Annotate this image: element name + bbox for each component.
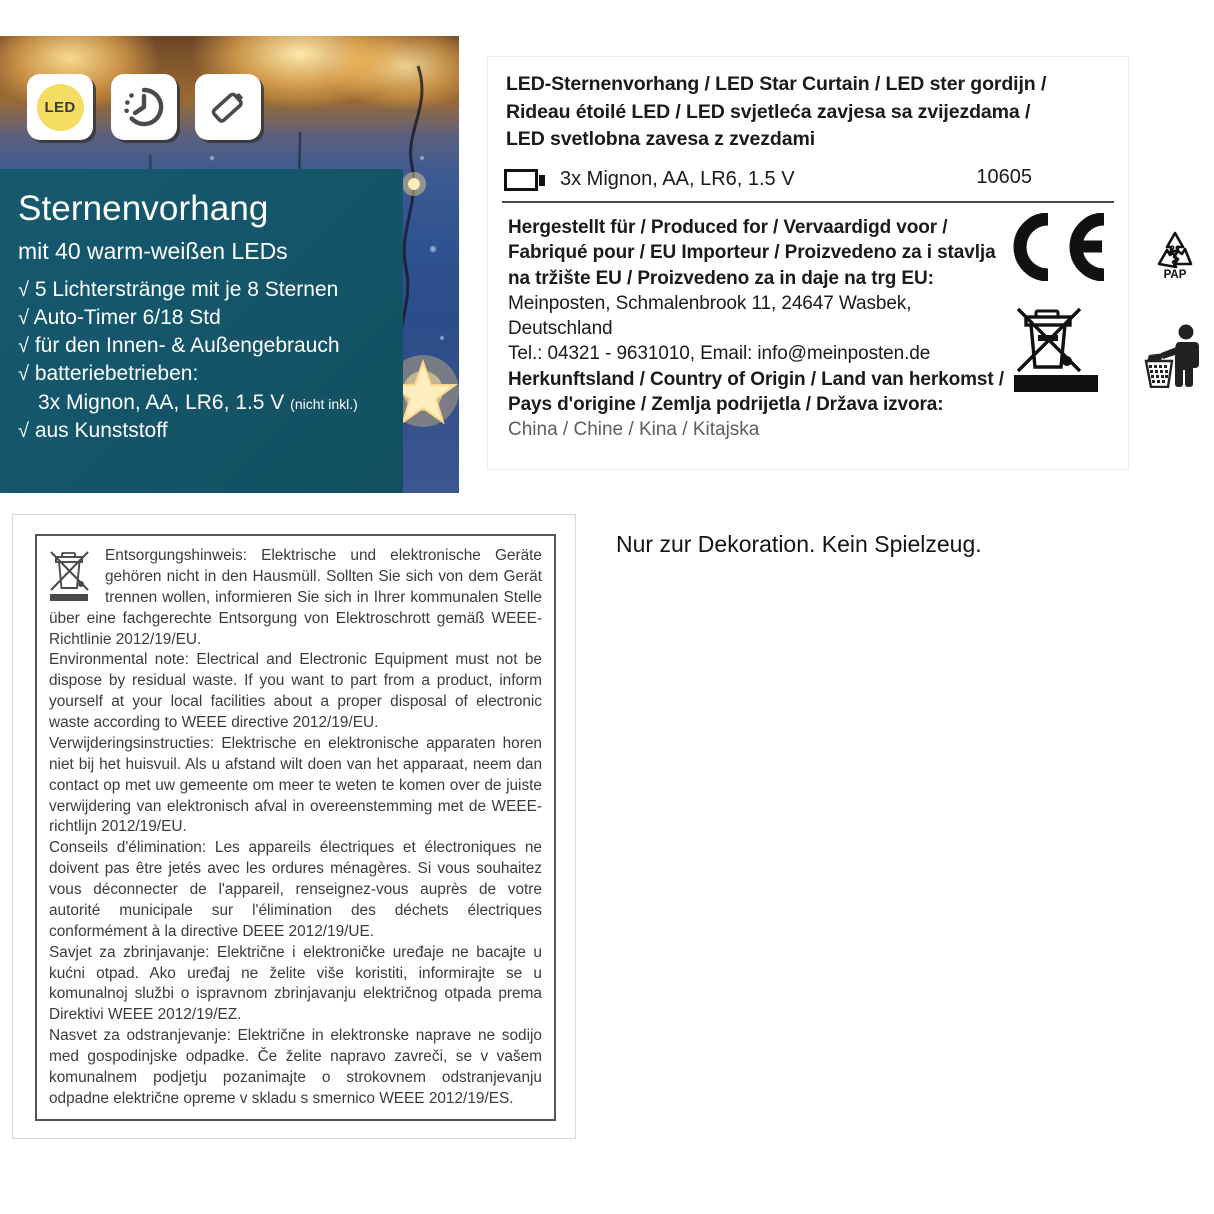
weee-bin-icon-small [49, 550, 95, 606]
battery-spec-row [488, 160, 1128, 201]
disposal-paragraph-fr: Conseils d'élimination: Les appareils électriques et électroniques ne doivent pas être jetés avec les ordures ménagères. Si vous souhaitez vous déconnecter de l'appareil, renseignez-vous auprès de votre autorité municipale sur l'élimination des déchets électriques conformément à la directive DEEE 2012/19/UE. [49, 839, 542, 940]
feature-item [18, 276, 385, 304]
origin-value: China / Chine / Kina / Kitajska [508, 419, 760, 441]
label-title-line: Rideau étoilé LED / LED svjetleća zavjesa sa zvijezdama / [506, 100, 1031, 123]
battery-icon [205, 84, 251, 130]
battery-badge [195, 74, 261, 140]
disposal-paragraph-en: Environmental note: Electrical and Electronic Equipment must not be dispose by residual waste. If you want to part from a product, inform yourself at your local facilities about a proper disposal of electronic waste according to WEEE directive 2012/19/EU. [49, 651, 542, 731]
product-label-panel [487, 56, 1129, 470]
check-icon: √ [18, 335, 29, 358]
battery-detail-text: 3x Mignon, AA, LR6, 1.5 V [38, 390, 285, 414]
battery-icon [504, 169, 546, 191]
feature-item [18, 332, 385, 360]
label-title-line: LED-Sternenvorhang / LED Star Curtain / LED ster gordijn / [506, 73, 1047, 95]
manufacturer-address-line: Meinposten, Schmalenbrook 11, 24647 Wasbek, [508, 292, 912, 314]
disposal-notice-outer [12, 514, 576, 1139]
disposal-paragraph-sl: Nasvet za odstranjevanje: Električne in elektronske naprave ne sodijo med gospodinjske odpadke. Če želite napravo zavreči, se v vašem komunalnem podjetju pozanimajte o strokovnem odstranjevanju odpadne električne opreme v skladu s smernico WEEE 2012/19/ES. [49, 1027, 542, 1107]
ce-mark-icon [1004, 213, 1110, 281]
disposal-notice-box [35, 534, 556, 1121]
weee-crossed-bin-small-icon [49, 550, 95, 606]
tidy-man-icon [1143, 322, 1205, 388]
feature-label: Auto-Timer 6/18 Std [33, 306, 221, 330]
label-title-block [488, 57, 1128, 160]
weee-crossed-bin-icon [1014, 305, 1098, 377]
origin-heading-line: Pays d'origine / Zemlja podrijetla / Država izvora: [508, 393, 944, 415]
manufacturer-heading-line: Hergestellt für / Produced for / Vervaardigd voor / [508, 217, 948, 239]
battery-detail-line [18, 389, 385, 417]
check-icon: √ [18, 363, 29, 386]
feature-label: für den Innen- & Außengebrauch [34, 334, 340, 358]
product-title: Sternenvorhang [18, 189, 269, 228]
decoration-notice: Nur zur Dekoration. Kein Spielzeug. [616, 531, 982, 557]
product-photo [0, 36, 459, 493]
feature-item [18, 417, 385, 445]
check-icon: √ [18, 307, 29, 330]
manufacturer-contact-line: Tel.: 04321 - 9631010, Email: info@meinposten.de [508, 343, 931, 365]
disposal-paragraph-de: Entsorgungshinweis: Elektrische und elektronische Geräte gehören nicht in den Hausmüll. Sollten Sie sich von dem Gerät trennen wollen, informieren Sie sich in Ihrer kommunalen Stelle über eine fachgerechte Entsorgung von Elektroschrott gemäß WEEE-Richtlinie 2012/19/EU. [49, 547, 542, 648]
glow-node-small [402, 172, 426, 196]
origin-heading-line: Herkunftsland / Country of Origin / Land van herkomst / [508, 368, 1004, 390]
disposal-paragraph-nl: Verwijderingsinstructies: Elektrische en elektronische apparaten horen niet bij het huisvuil. Als u afstand wilt doen van het apparaat, neem dan contact op met uw gemeente om meer te weten te komen over de juiste verwijdering van elektronisch afval in overeenstemming met de WEEE-richtlijn 2012/19/EU. [49, 734, 542, 836]
check-icon: √ [18, 419, 29, 442]
disposal-paragraph-hr: Savjet za zbrinjavanje: Električne i elektroničke uređaje ne bacajte u kućni otpad. Ako uređaj ne želite više koristiti, informirajte se u komunalnoj službi o ispravnom zbrinjavanju električnog otpada prema Direktivi WEEE 2012/19/EZ. [49, 943, 542, 1024]
battery-detail-note: (nicht inkl.) [290, 395, 358, 412]
feature-badges [27, 74, 261, 140]
label-title-line: LED svetlobna zavesa z zvezdami [506, 128, 816, 151]
weee-solid-bar [1014, 375, 1098, 392]
led-badge-label: LED [37, 84, 84, 131]
feature-label: 5 Lichterstränge mit je 8 Sternen [34, 278, 339, 302]
manufacturer-heading-line: na tržište EU / Proizvedeno za in daje na trg EU: [508, 267, 934, 289]
feature-item [18, 360, 385, 388]
product-subtitle: mit 40 warm-weißen LEDs [18, 237, 288, 264]
svg-text:21: 21 [1168, 244, 1182, 256]
manufacturer-address-line: Deutschland [508, 318, 613, 340]
manufacturer-block [488, 203, 1128, 452]
feature-label: aus Kunststoff [34, 418, 168, 442]
manufacturer-heading-line: Fabriqué pour / EU Importeur / Proizvedeno za i stavlja [508, 242, 996, 264]
check-icon: √ [18, 279, 29, 302]
timer-badge [111, 74, 177, 140]
feature-label: batteriebetrieben: [34, 362, 199, 386]
feature-item [18, 304, 385, 332]
led-badge [27, 74, 93, 140]
svg-text:PAP: PAP [1163, 269, 1187, 281]
pap-recycling-icon [1146, 226, 1204, 282]
timer-icon [121, 84, 167, 130]
battery-spec-text: 3x Mignon, AA, LR6, 1.5 V [560, 168, 795, 191]
photo-text-overlay [0, 169, 403, 493]
article-number: 10605 [976, 166, 1032, 189]
